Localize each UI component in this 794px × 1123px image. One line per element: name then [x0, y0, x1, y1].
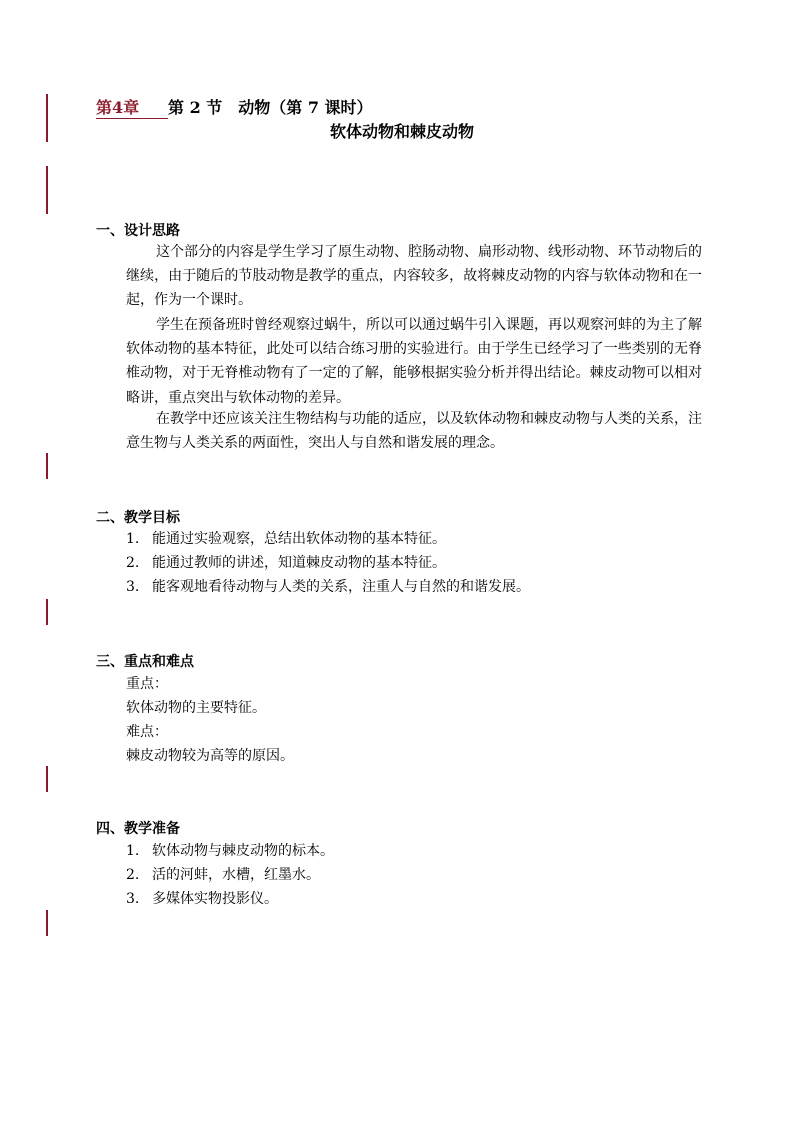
section-title: 第 2 节 动物（第 7 课时）	[168, 98, 373, 117]
section-heading-design: 一、设计思路	[96, 223, 180, 239]
keypoints-block	[126, 672, 294, 768]
objectives-list	[126, 527, 530, 599]
paragraph: 这个部分的内容是学生学习了原生动物、腔肠动物、扁形动物、线形动物、环节动物后的继续，由于随后的节肢动物是教学的重点，内容较多，故将棘皮动物的内容与软体动物和在一起，作为一个课时。	[126, 244, 702, 309]
list-item: 1. 软体动物与棘皮动物的标本。	[126, 843, 334, 859]
margin-bar	[46, 166, 48, 214]
section-heading-objectives: 二、教学目标	[96, 510, 180, 526]
list-item: 2. 活的河蚌，水槽，红墨水。	[126, 867, 320, 883]
keypoint-text: 软体动物的主要特征。	[126, 700, 266, 716]
section-heading-keypoints: 三、重点和难点	[96, 654, 194, 670]
lesson-subtitle: 软体动物和棘皮动物	[329, 122, 474, 141]
keypoint-label: 重点：	[126, 676, 168, 692]
list-item: 1. 能通过实验观察，总结出软体动物的基本特征。	[126, 531, 446, 547]
difficulty-text: 棘皮动物较为高等的原因。	[126, 748, 294, 764]
list-item: 3. 多媒体实物投影仪。	[126, 891, 278, 907]
margin-bar	[46, 599, 48, 625]
difficulty-label: 难点：	[126, 724, 168, 740]
margin-bar	[46, 453, 48, 479]
list-item: 2. 能通过教师的讲述，知道棘皮动物的基本特征。	[126, 555, 446, 571]
paragraph: 学生在预备班时曾经观察过蜗牛，所以可以通过蜗牛引入课题，再以观察河蚌的为主了解软体动物的基本特征，此处可以结合练习册的实验进行。由于学生已经学习了一些类别的无脊椎动物，对于无脊椎动物有了一定的了解，能够根据实验分析并得出结论。棘皮动物可以相对略讲，重点突出与软体动物的差异。	[126, 317, 702, 406]
chapter-label: 第4章	[96, 95, 168, 119]
paragraph: 在教学中还应该关注生物结构与功能的适应，以及软体动物和棘皮动物与人类的关系，注意生物与人类关系的两面性，突出人与自然和谐发展的理念。	[126, 411, 702, 452]
preparation-list	[126, 839, 334, 911]
margin-bar	[46, 910, 48, 936]
list-item: 3. 能客观地看待动物与人类的关系，注重人与自然的和谐发展。	[126, 579, 530, 595]
document-header	[96, 95, 373, 119]
section-heading-preparation: 四、教学准备	[96, 821, 180, 837]
margin-bar	[46, 766, 48, 792]
